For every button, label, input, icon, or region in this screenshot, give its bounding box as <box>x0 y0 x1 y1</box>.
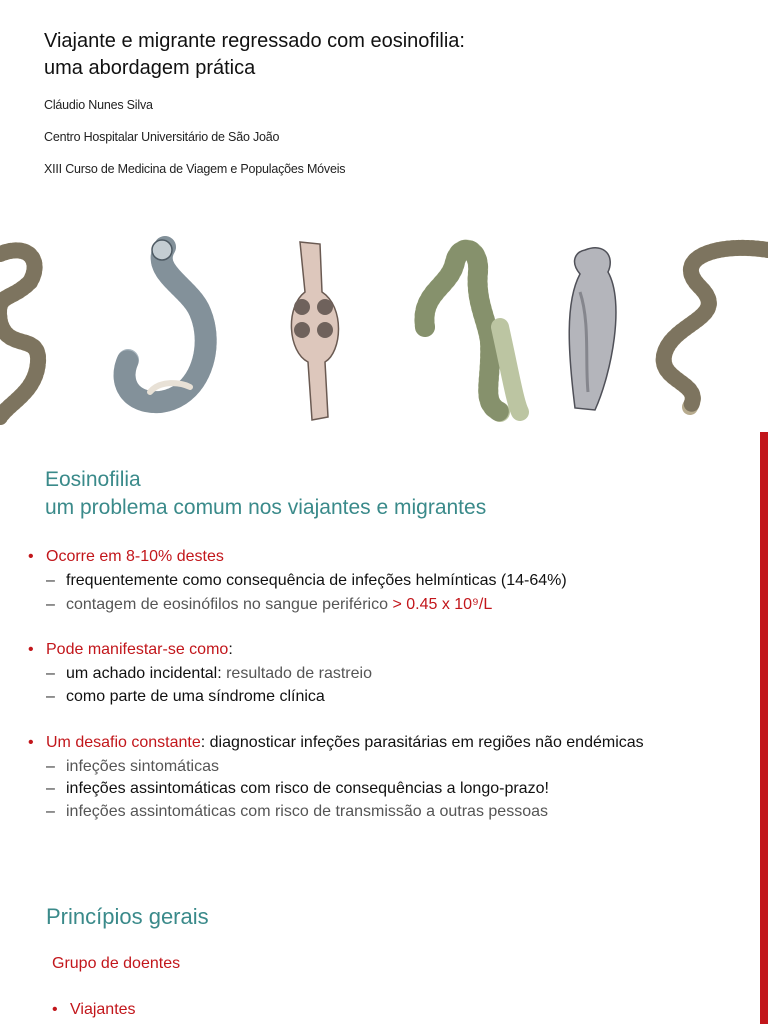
bullet-manifestation: • Pode manifestar-se como: <box>28 639 233 661</box>
title-slide <box>0 0 768 430</box>
dash-icon: – <box>46 688 55 705</box>
slide3-subheading: Grupo de doentes <box>52 955 181 972</box>
sub-bullet-long-term-risk: – infeções assintomáticas com risco de consequências a longo-prazo! <box>46 778 549 800</box>
bullet-travelers: • Viajantes <box>52 999 136 1021</box>
bullet-icon: • <box>28 734 34 751</box>
dash-icon: – <box>46 665 55 682</box>
bullet-icon: • <box>28 548 34 565</box>
slide-heading-line2: um problema comum nos viajantes e migrantes <box>45 496 487 519</box>
green-worm-illustration <box>424 250 520 412</box>
tapeworm-right-illustration <box>664 248 768 407</box>
bullet-occurrence: • Ocorre em 8-10% destes <box>28 546 224 568</box>
author-name: Cláudio Nunes Silva <box>44 98 153 112</box>
sub-bullet-incidental: – um achado incidental: resultado de rastreio <box>46 663 372 685</box>
dash-icon: – <box>46 572 55 589</box>
sub-bullet-symptomatic: – infeções sintomáticas <box>46 756 219 778</box>
slide-title-line2: uma abordagem prática <box>44 57 256 79</box>
slide-heading-line1: Eosinofilia <box>45 468 141 491</box>
dash-icon: – <box>46 803 55 820</box>
sub-bullet-eosinophil-count: – contagem de eosinófilos no sangue periférico > 0.45 x 10⁹/L <box>46 594 492 616</box>
bullet-icon: • <box>52 1001 58 1018</box>
sub-bullet-helminths: – frequentemente como consequência de infeções helmínticas (14-64%) <box>46 570 567 592</box>
parasite-illustrations <box>0 232 768 428</box>
sub-bullet-clinical-syndrome: – como parte de uma síndrome clínica <box>46 686 325 708</box>
dash-icon: – <box>46 758 55 775</box>
slide-heading <box>45 466 486 522</box>
eosinophilia-slide <box>0 430 768 870</box>
schistosoma-illustration <box>125 240 206 402</box>
tapeworm-scolex-illustration <box>291 242 338 420</box>
dash-icon: – <box>46 780 55 797</box>
sub-bullet-transmission-risk: – infeções assintomáticas com risco de transmissão a outras pessoas <box>46 801 548 823</box>
tapeworm-left-illustration <box>0 250 38 417</box>
event-name: XIII Curso de Medicina de Viagem e Populações Móveis <box>44 162 346 176</box>
slide3-heading: Princípios gerais <box>46 904 209 929</box>
grey-fluke-illustration <box>569 248 616 410</box>
slide-title-line1: Viajante e migrante regressado com eosinofilia: <box>44 30 465 52</box>
institution: Centro Hospitalar Universitário de São João <box>44 130 280 144</box>
bullet-icon: • <box>28 641 34 658</box>
dash-icon: – <box>46 596 55 613</box>
slide-title <box>44 28 465 82</box>
bullet-challenge: • Um desafio constante: diagnosticar infeções parasitárias em regiões não endémicas <box>28 732 644 754</box>
